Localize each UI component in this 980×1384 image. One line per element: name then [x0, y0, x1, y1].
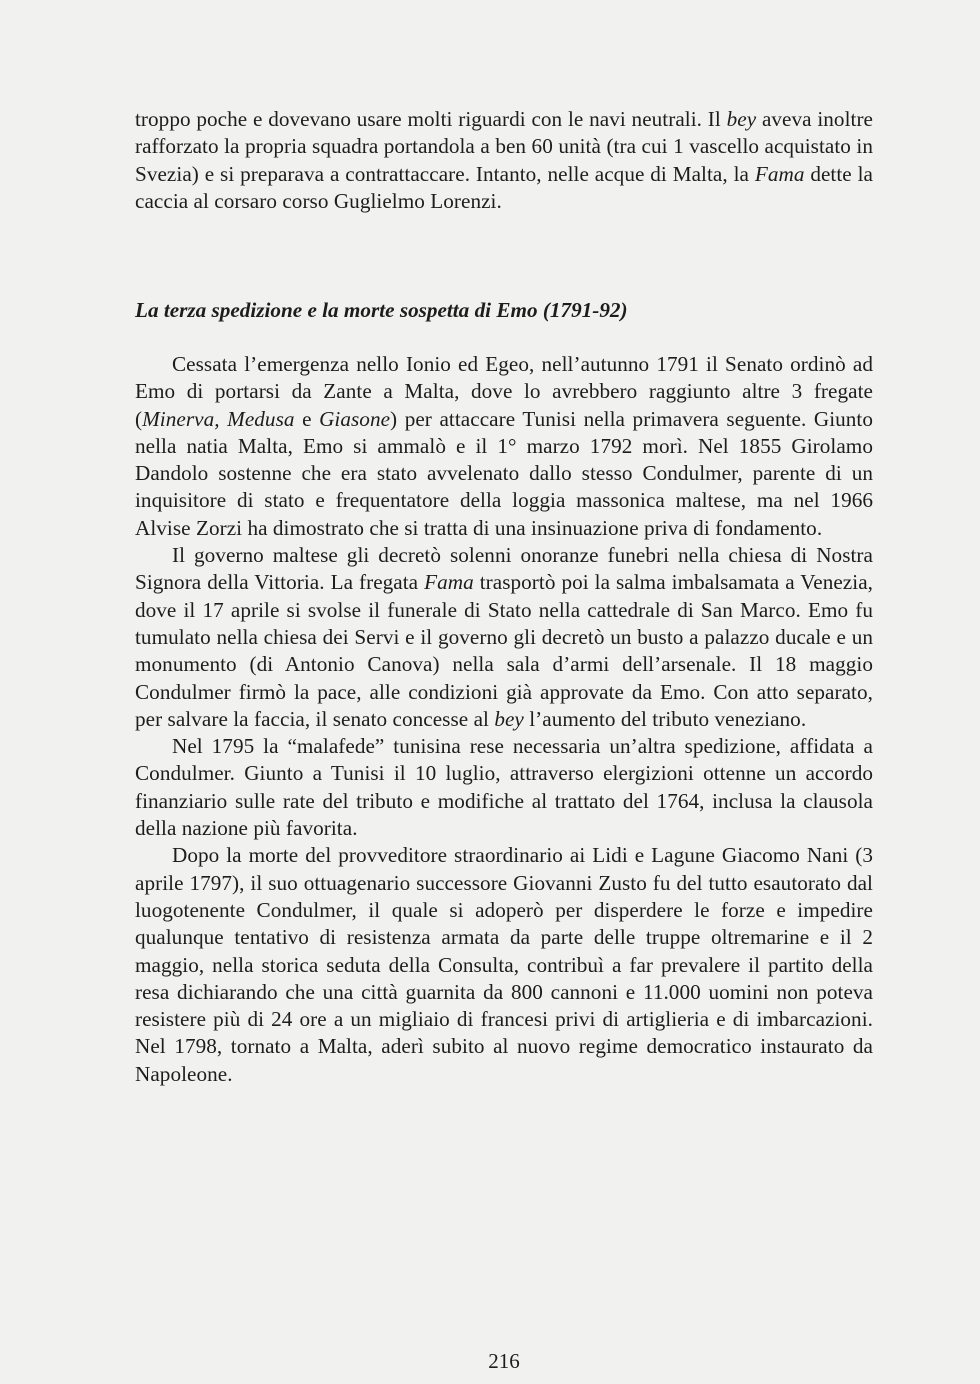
section-heading: La terza spedizione e la morte sospetta di Emo (1791-92)	[135, 298, 628, 322]
page-content	[135, 106, 874, 1373]
intro-paragraph	[135, 106, 873, 215]
paragraph-1	[135, 351, 873, 542]
page-number: 216	[488, 1349, 520, 1373]
text-run: troppo poche e dovevano usare molti riguardi con le navi neutrali. Il	[135, 107, 727, 131]
text-run: dette la caccia al corsaro corso Guglielmo Lorenzi.	[135, 161, 874, 213]
ship-name: Fama	[754, 161, 805, 186]
italic-term: bey	[726, 107, 757, 131]
text-run: l’aumento del tributo veneziano.	[523, 706, 807, 731]
ship-name: Fama	[424, 570, 474, 595]
text-run: ) per attaccare Tunisi nella primavera seguente. Giunto nella natia Malta, Emo si ammalò e il 1° marzo 1792 morì. Nel 1855 Girolamo Dandolo sostenne che era stato avvelenato dallo stesso Condulmer, parente di un inquisitore di stato e frequentatore della loggia massonica maltese, ma nel 1966 Alvise Zorzi ha dimostrato che si tratta di una insinuazione priva di fondamento.	[135, 406, 873, 540]
text-run: Il governo maltese gli decretò solenni onoranze funebri nella chiesa di Nostra Signora della Vittoria. La fregata	[135, 543, 873, 595]
section-body	[135, 351, 873, 1088]
paragraph-4: Dopo la morte del provveditore straordinario ai Lidi e Lagune Giacomo Nani (3 aprile 1797), il suo ottuagenario successore Giovanni Zusto fu del tutto esautorato dal luogotenente Condulmer, il quale si adoperò per disperdere le forze e impedire qualunque tentativo di resistenza armata da parte delle truppe oltremarine e il 2 maggio, nella storica seduta della Consulta, contribuì a far prevalere il partito della resa dichiarando che una città guarnita da 800 cannoni e 11.000 uomini non poteva resistere più di 24 ore a un migliaio di francesi privi di artiglieria e di imbarcazioni. Nel 1798, tornato a Malta, aderì subito al nuovo regime democratico instaurato da Napoleone.	[135, 843, 873, 1086]
intro-block	[135, 106, 873, 215]
ship-names: Minerva, Medusa	[142, 406, 295, 431]
ship-name: Giasone	[319, 406, 391, 431]
text-run: e	[294, 406, 320, 431]
text-run: aveva inoltre rafforzato la propria squadra portandola a ben 60 unità (tra cui 1 vascello acquistato in Svezia) e si preparava a contrattaccare. Intanto, nelle acque di Malta, la	[135, 107, 874, 186]
text-run: Cessata l’emergenza nello Ionio ed Egeo, nell’autunno 1791 il Senato ordinò ad Emo di portarsi da Zante a Malta, dove lo avrebbero raggiunto altre 3 fregate (	[135, 352, 873, 431]
text-run: trasportò poi la salma imbalsamata a Venezia, dove il 17 aprile si svolse il funerale di Stato nella cattedrale di San Marco. Emo fu tumulato nella chiesa dei Servi e il governo gli decretò un busto a palazzo ducale e un monumento (di Antonio Canova) nella sala d’armi dell’arsenale. Il 18 maggio Condulmer firmò la pace, alle condizioni già approvate da Emo. Con atto separato, per salvare la faccia, il senato concesse al	[135, 570, 873, 731]
italic-term: bey	[494, 706, 524, 731]
paragraph-3: Nel 1795 la “malafede” tunisina rese necessaria un’altra spedizione, affidata a Condulmer. Giunto a Tunisi il 10 luglio, attraverso elergizioni ottenne un accordo finanziario sulle rate del tributo e modifiche al trattato del 1764, inclusa la clausola della nazione più favorita.	[135, 734, 873, 841]
paragraph-2	[135, 542, 873, 733]
